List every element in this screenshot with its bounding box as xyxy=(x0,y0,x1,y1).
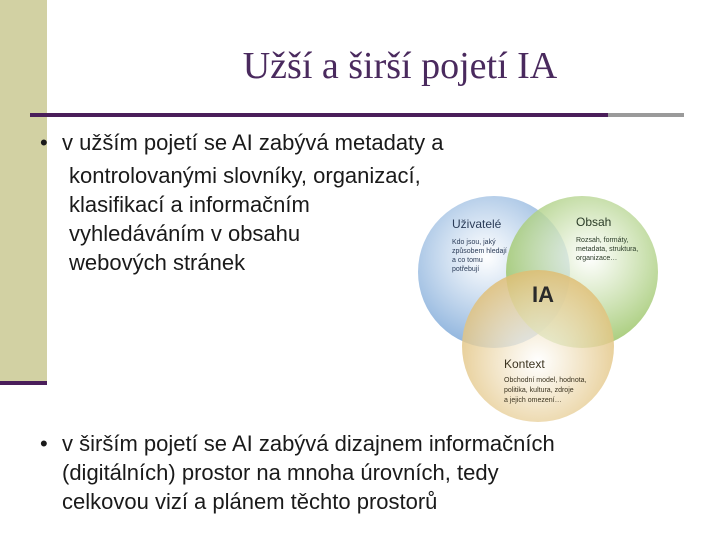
ia-venn-diagram xyxy=(396,186,693,428)
content-desc: organizace… xyxy=(576,255,618,262)
slide-title: Užší a širší pojetí IA xyxy=(242,45,558,87)
bullet-line: (digitálních) prostor na mnoha úrovních, tedy xyxy=(62,460,499,485)
bullet-line: webových stránek xyxy=(69,250,246,275)
users-desc: a co tomu xyxy=(452,257,483,264)
users-desc: potřebují xyxy=(452,266,480,273)
content-title: Obsah xyxy=(576,215,612,229)
bullet-marker: • xyxy=(40,130,48,155)
bullet-line: v užším pojetí se AI zabývá metadaty a xyxy=(62,130,444,155)
side-bar-accent xyxy=(0,381,47,385)
bullet-line: celkovou vizí a plánem těchto prostorů xyxy=(62,489,438,514)
context-title: Kontext xyxy=(504,357,545,371)
bullet-line: kontrolovanými slovníky, organizací, xyxy=(69,163,421,188)
bullet-broad-scope xyxy=(62,429,555,516)
ia-center-label: IA xyxy=(532,282,554,307)
bullet-narrow-scope xyxy=(62,128,444,157)
users-desc: Kdo jsou, jaký xyxy=(452,239,496,246)
decorative-side-bar xyxy=(0,0,47,384)
context-desc: Obchodní model, hodnota, xyxy=(504,377,587,384)
title-underline xyxy=(30,113,684,117)
content-desc: metadata, struktura, xyxy=(576,246,639,253)
bullet-line: klasifikací a informačním xyxy=(69,192,310,217)
bullet-line: vyhledáváním v obsahu xyxy=(69,221,301,246)
title-underline-accent xyxy=(608,113,684,117)
bullet-narrow-scope-continuation xyxy=(69,161,421,277)
users-desc: způsobem hledají xyxy=(452,248,507,255)
bullet-line: v širším pojetí se AI zabývá dizajnem informačních xyxy=(62,431,555,456)
users-title: Uživatelé xyxy=(452,217,502,231)
context-desc: a jejich omezení… xyxy=(504,397,562,404)
bullet-marker: • xyxy=(40,431,48,456)
content-desc: Rozsah, formáty, xyxy=(576,237,629,244)
context-desc: politika, kultura, zdroje xyxy=(504,387,574,394)
